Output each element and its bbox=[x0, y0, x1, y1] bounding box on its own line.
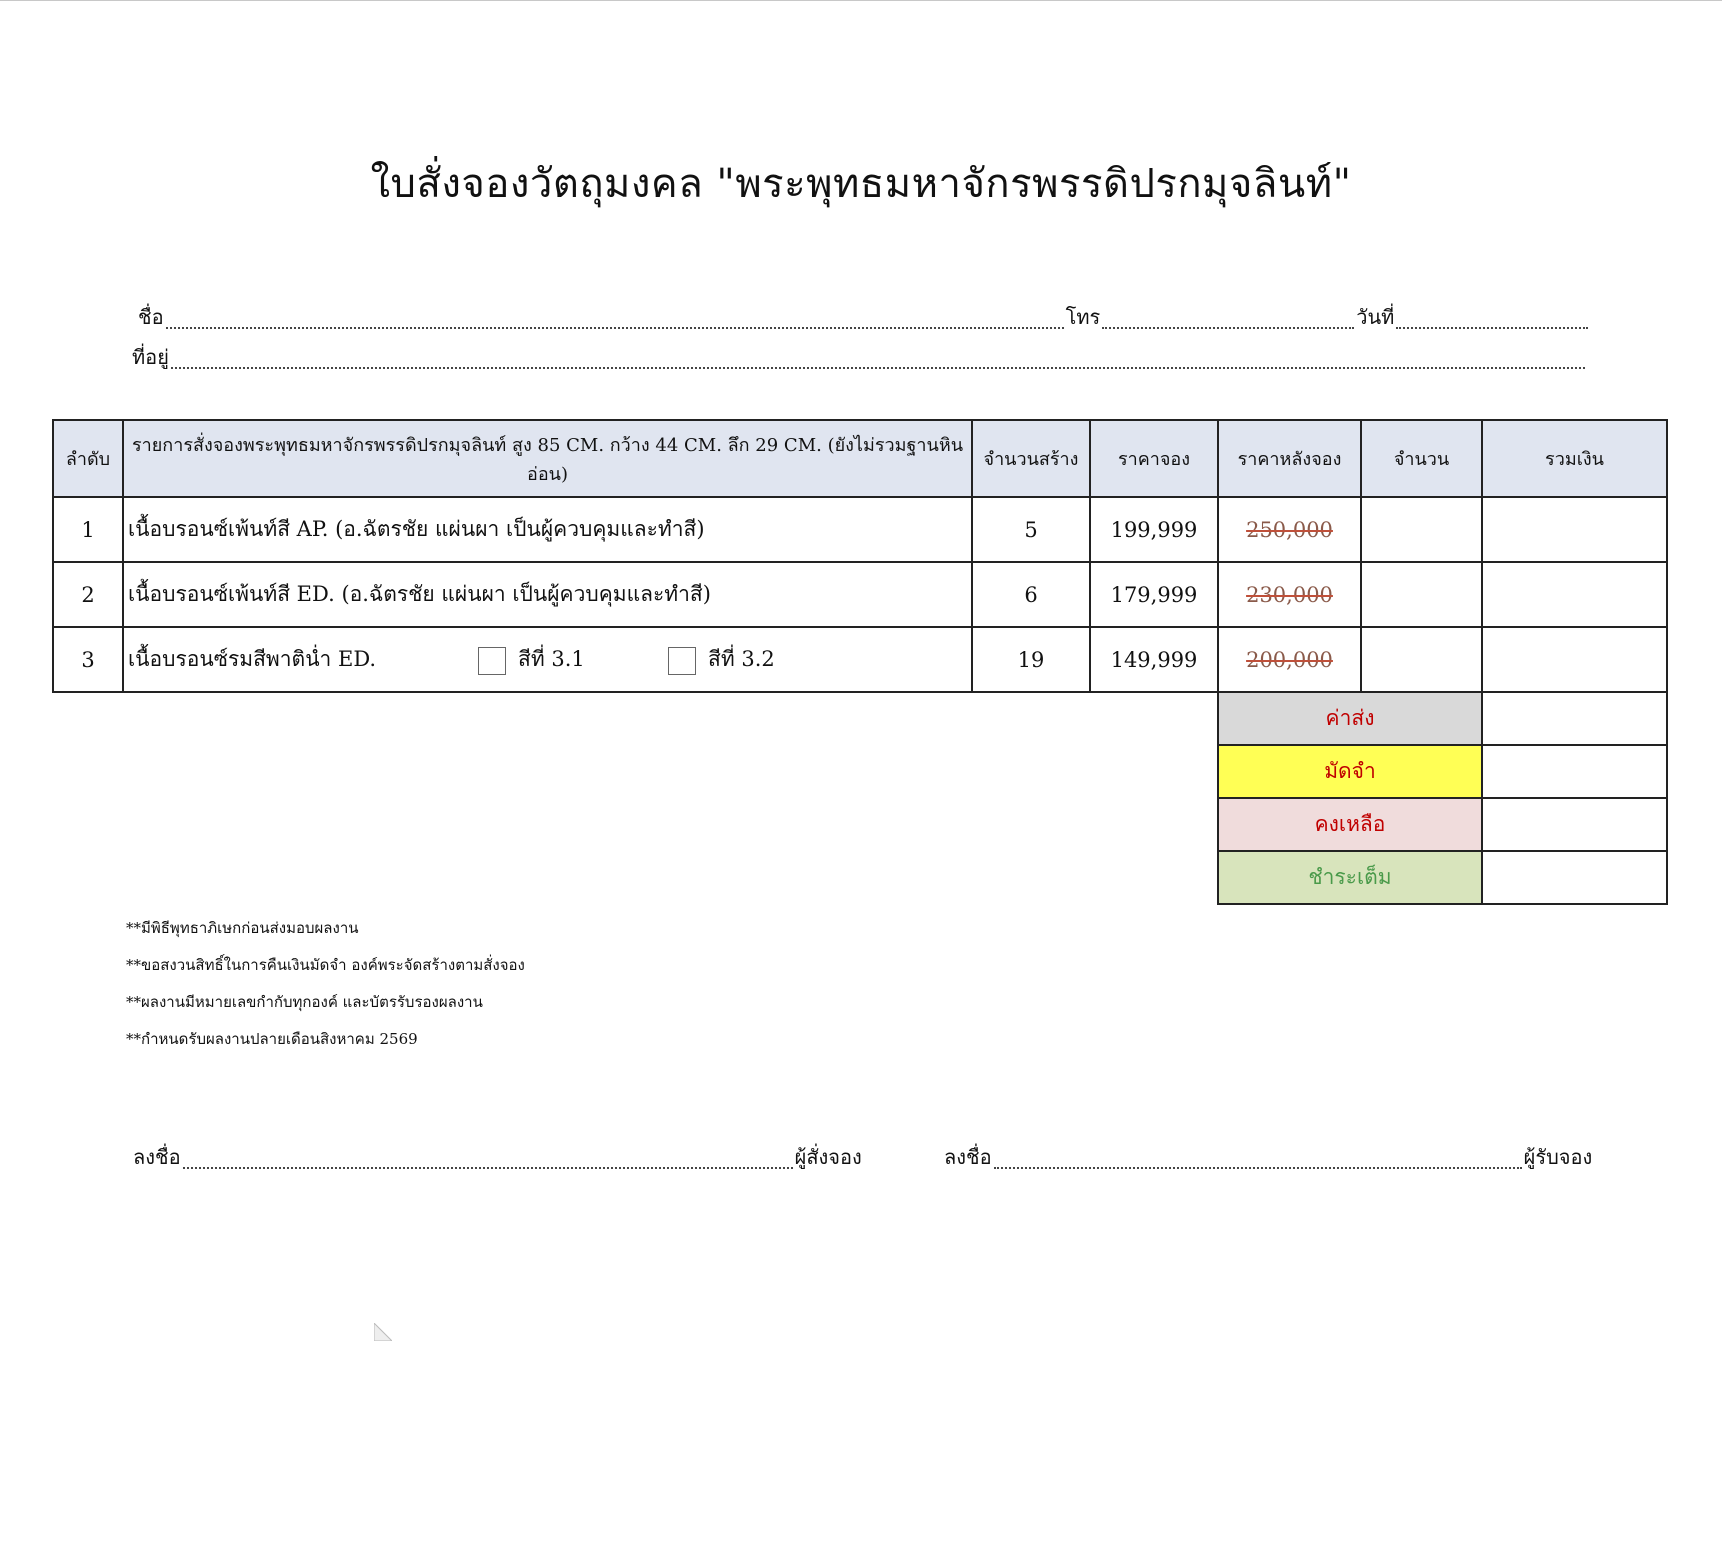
row-item: เนื้อบรอนซ์เพ้นท์สี ED. (อ.ฉัตรชัย แผ่นผา เป็นผู้ควบคุมและทำสี) bbox=[123, 562, 972, 627]
order-table bbox=[52, 419, 1668, 693]
row-total-cell[interactable] bbox=[1482, 627, 1667, 692]
date-label: วันที่ bbox=[1356, 305, 1395, 329]
table-row bbox=[53, 497, 1667, 562]
header-after-price: ราคาหลังจอง bbox=[1218, 420, 1361, 497]
name-label: ชื่อ bbox=[138, 305, 164, 329]
row-no: 3 bbox=[53, 627, 123, 692]
phone-label: โทร bbox=[1065, 305, 1101, 329]
phone-field[interactable] bbox=[1102, 307, 1354, 329]
orderer-sign-label: ลงชื่อ bbox=[133, 1145, 181, 1169]
full-payment-label: ชำระเต็ม bbox=[1218, 851, 1482, 904]
after-price-strike: 200,000 bbox=[1246, 647, 1333, 672]
receiver-label: ผู้รับจอง bbox=[1523, 1145, 1593, 1169]
header-price: ราคาจอง bbox=[1090, 420, 1218, 497]
row-made: 5 bbox=[972, 497, 1090, 562]
address-row bbox=[132, 341, 1587, 373]
row-total-cell[interactable] bbox=[1482, 497, 1667, 562]
receiver-sign-field[interactable] bbox=[994, 1147, 1522, 1169]
orderer-sign-field[interactable] bbox=[183, 1147, 793, 1169]
row-total-cell[interactable] bbox=[1482, 562, 1667, 627]
summary-row bbox=[1218, 798, 1667, 851]
color-3-1-label: สีที่ 3.1 bbox=[518, 647, 585, 671]
color-3-2-label: สีที่ 3.2 bbox=[708, 647, 775, 671]
table-row bbox=[53, 562, 1667, 627]
header-made: จำนวนสร้าง bbox=[972, 420, 1090, 497]
row-qty-cell[interactable] bbox=[1361, 562, 1482, 627]
note-item: **มีพิธีพุทธาภิเษกก่อนส่งมอบผลงาน bbox=[126, 919, 359, 937]
name-field[interactable] bbox=[166, 307, 1064, 329]
after-price-strike: 250,000 bbox=[1246, 517, 1333, 542]
orderer-signature bbox=[133, 1141, 862, 1173]
shipping-label: ค่าส่ง bbox=[1218, 692, 1482, 745]
orderer-label: ผู้สั่งจอง bbox=[794, 1145, 862, 1169]
color-3-1-checkbox[interactable] bbox=[478, 647, 506, 675]
receiver-signature bbox=[944, 1141, 1592, 1173]
note-item: **กำหนดรับผลงานปลายเดือนสิงหาคม 2569 bbox=[126, 1030, 418, 1048]
header-total: รวมเงิน bbox=[1482, 420, 1667, 497]
row-price: 199,999 bbox=[1090, 497, 1218, 562]
row-price: 149,999 bbox=[1090, 627, 1218, 692]
document-title: ใบสั่งจองวัตถุมงคล "พระพุทธมหาจักรพรรดิปรกมุจลินท์" bbox=[370, 161, 1352, 207]
after-price-strike: 230,000 bbox=[1246, 582, 1333, 607]
balance-label: คงเหลือ bbox=[1218, 798, 1482, 851]
deposit-label: มัดจำ bbox=[1218, 745, 1482, 798]
row-item-text: เนื้อบรอนซ์รมสีพาตินํ่า ED. bbox=[128, 647, 377, 671]
row-after-price bbox=[1218, 627, 1361, 692]
row-item bbox=[123, 627, 972, 692]
header-qty: จำนวน bbox=[1361, 420, 1482, 497]
table-header-row bbox=[53, 420, 1667, 497]
date-field[interactable] bbox=[1396, 307, 1588, 329]
page-curl-icon bbox=[374, 1323, 392, 1341]
deposit-value[interactable] bbox=[1482, 745, 1667, 798]
balance-value[interactable] bbox=[1482, 798, 1667, 851]
note-item: **ผลงานมีหมายเลขกำกับทุกองค์ และบัตรรับรองผลงาน bbox=[126, 993, 483, 1011]
summary-row bbox=[1218, 745, 1667, 798]
receiver-sign-label: ลงชื่อ bbox=[944, 1145, 992, 1169]
row-after-price bbox=[1218, 562, 1361, 627]
header-item: รายการสั่งจองพระพุทธมหาจักรพรรดิปรกมุจลินท์ สูง 85 CM. กว้าง 44 CM. ลึก 29 CM. (ยังไม่รวมฐานหินอ่อน) bbox=[123, 420, 972, 497]
summary-row bbox=[1218, 851, 1667, 904]
row-qty-cell[interactable] bbox=[1361, 497, 1482, 562]
summary-table bbox=[1217, 691, 1668, 905]
summary-row bbox=[1218, 692, 1667, 745]
row-no: 2 bbox=[53, 562, 123, 627]
shipping-value[interactable] bbox=[1482, 692, 1667, 745]
header-no: ลำดับ bbox=[53, 420, 123, 497]
address-label: ที่อยู่ bbox=[132, 345, 169, 369]
row-no: 1 bbox=[53, 497, 123, 562]
row-made: 6 bbox=[972, 562, 1090, 627]
address-field[interactable] bbox=[171, 347, 1585, 369]
row-item: เนื้อบรอนซ์เพ้นท์สี AP. (อ.ฉัตรชัย แผ่นผา เป็นผู้ควบคุมและทำสี) bbox=[123, 497, 972, 562]
table-row bbox=[53, 627, 1667, 692]
row-after-price bbox=[1218, 497, 1361, 562]
color-3-2-checkbox[interactable] bbox=[668, 647, 696, 675]
row-made: 19 bbox=[972, 627, 1090, 692]
contact-row bbox=[138, 301, 1590, 333]
row-qty-cell[interactable] bbox=[1361, 627, 1482, 692]
note-item: **ขอสงวนสิทธิ์ในการคืนเงินมัดจำ องค์พระจัดสร้างตามสั่งจอง bbox=[126, 956, 525, 974]
notes-list bbox=[126, 916, 525, 1064]
row-price: 179,999 bbox=[1090, 562, 1218, 627]
full-payment-value[interactable] bbox=[1482, 851, 1667, 904]
